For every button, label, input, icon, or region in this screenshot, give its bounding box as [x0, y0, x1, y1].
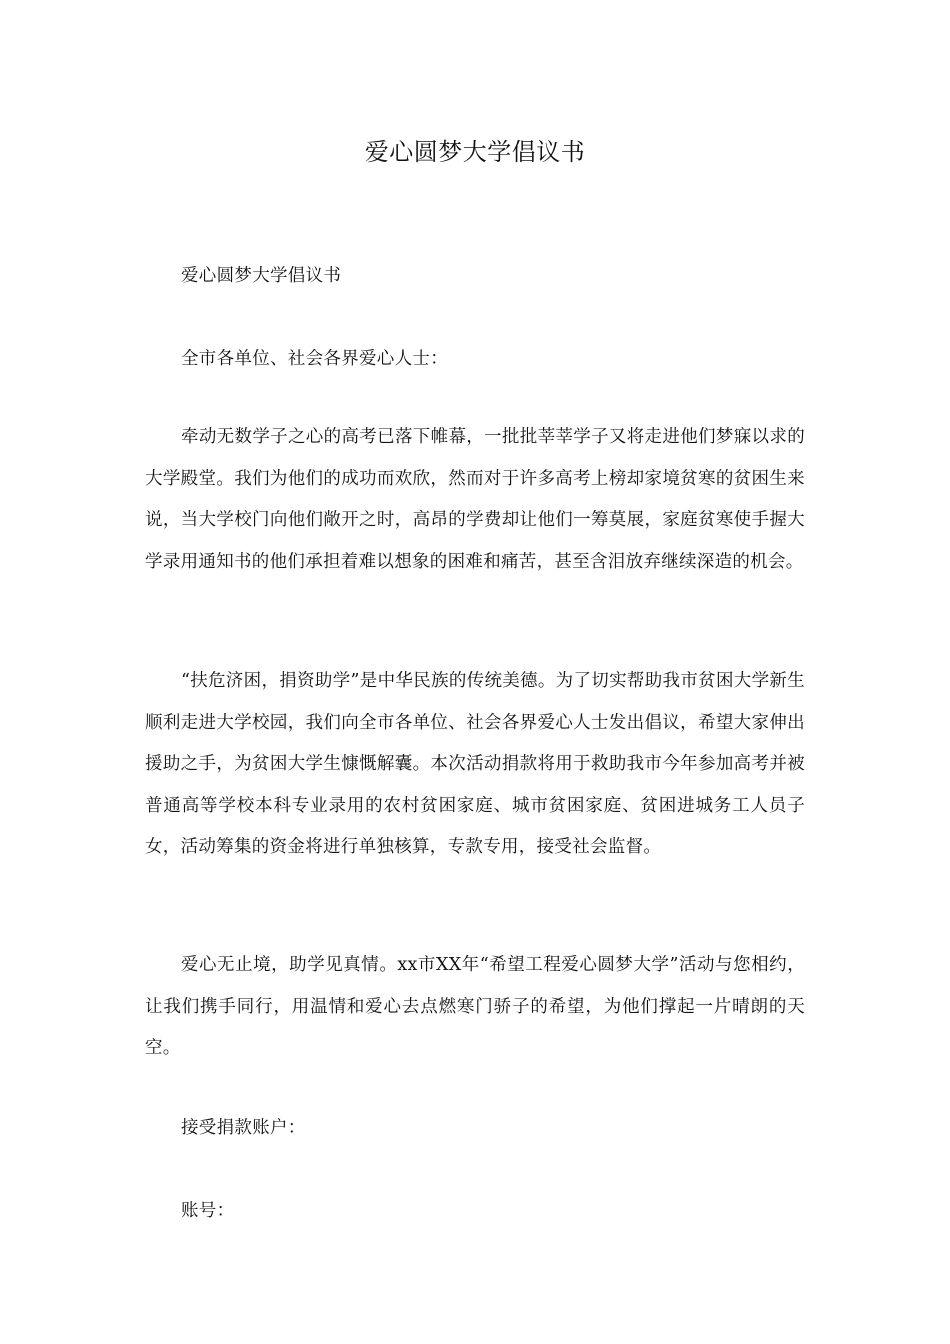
body-paragraph: 爱心无止境，助学见真情。xx市XX年“希望工程爱心圆梦大学”活动与您相约，让我们携手同行，用温情和爱心去点燃寒门骄子的希望，为他们撑起一片晴朗的天空。 [145, 955, 805, 1058]
donation-account-label: 接受捐款账户： [181, 1118, 306, 1138]
document-title: 爱心圆梦大学倡议书 [364, 138, 586, 166]
body-paragraph: 牵动无数学子之心的高考已落下帷幕，一批批莘莘学子又将走进他们梦寐以求的大学殿堂。我们为他们的成功而欢欣，然而对于许多高考上榜却家境贫寒的贫困生来说，当大学校门向他们敞开之时，高昂的学费却让他们一筹莫展，家庭贫寒使手握大学录用通知书的他们承担着难以想象的困难和痛苦，甚至含泪放弃继续深造的机会。 [145, 427, 805, 572]
salutation: 全市各单位、社会各界爱心人士： [181, 349, 448, 369]
account-number-label: 账号： [181, 1201, 235, 1221]
document-subtitle: 爱心圆梦大学倡议书 [181, 266, 342, 286]
body-paragraph: “扶危济困，捐资助学”是中华民族的传统美德。为了切实帮助我市贫困大学新生顺利走进大学校园，我们向全市各单位、社会各界爱心人士发出倡议，希望大家伸出援助之手，为贫困大学生慷慨解囊。本次活动捐款将用于救助我市今年参加高考并被普通高等学校本科专业录用的农村贫困家庭、城市贫困家庭、贫困进城务工人员子女，活动筹集的资金将进行单独核算，专款专用，接受社会监督。 [145, 671, 805, 857]
